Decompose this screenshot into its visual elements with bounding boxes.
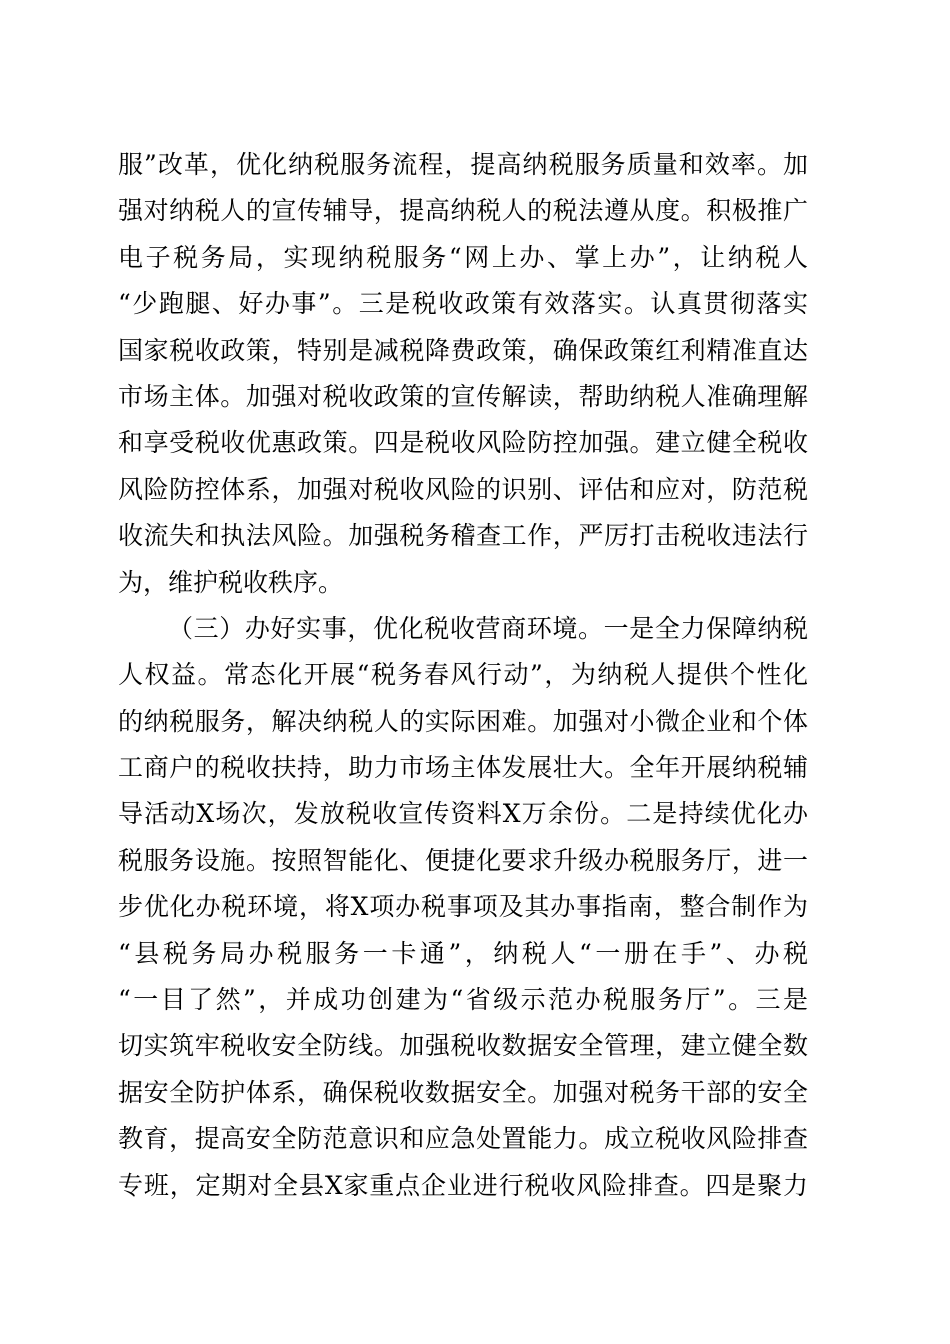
text-line: 教育，提高安全防范意识和应急处置能力。成立税收风险排查 bbox=[118, 1124, 808, 1154]
text-line: 市场主体。加强对税收政策的宣传解读，帮助纳税人准确理解 bbox=[118, 381, 808, 411]
text-line: 工商户的税收扶持，助力市场主体发展壮大。全年开展纳税辅 bbox=[118, 753, 808, 783]
text-line: 服”改革，优化纳税服务流程，提高纳税服务质量和效率。加 bbox=[118, 150, 808, 179]
document-body bbox=[118, 142, 808, 1209]
paragraph-1 bbox=[118, 142, 808, 606]
text-line: 和享受税收优惠政策。四是税收风险防控加强。建立健全税收 bbox=[118, 428, 808, 458]
text-line: 税服务设施。按照智能化、便捷化要求升级办税服务厅，进一 bbox=[118, 845, 808, 875]
text-line: 国家税收政策，特别是减税降费政策，确保政策红利精准直达 bbox=[118, 335, 808, 365]
text-line: 切实筑牢税收安全防线。加强税收数据安全管理，建立健全数 bbox=[118, 1031, 808, 1061]
text-line: 人权益。常态化开展“税务春风行动”，为纳税人提供个性化 bbox=[118, 660, 808, 690]
text-line: 步优化办税环境，将X项办税事项及其办事指南，整合制作为 bbox=[118, 892, 808, 922]
text-line: “县税务局办税服务一卡通”，纳税人“一册在手”、办税 bbox=[118, 938, 808, 968]
text-line: 专班，定期对全县X家重点企业进行税收风险排查。四是聚力 bbox=[118, 1170, 808, 1200]
text-line: “少跑腿、好办事”。三是税收政策有效落实。认真贯彻落实 bbox=[118, 289, 808, 319]
text-line: （三）办好实事，优化税收营商环境。一是全力保障纳税 bbox=[168, 613, 808, 643]
text-line: 强对纳税人的宣传辅导，提高纳税人的税法遵从度。积极推广 bbox=[118, 196, 808, 226]
text-line: 的纳税服务，解决纳税人的实际困难。加强对小微企业和个体 bbox=[118, 706, 808, 736]
text-line: “一目了然”，并成功创建为“省级示范办税服务厅”。三是 bbox=[118, 985, 808, 1015]
text-line: 风险防控体系，加强对税收风险的识别、评估和应对，防范税 bbox=[118, 474, 808, 504]
text-line: 导活动X场次，发放税收宣传资料X万余份。二是持续优化办 bbox=[118, 799, 808, 829]
text-line: 为，维护税收秩序。 bbox=[118, 567, 344, 597]
text-line: 据安全防护体系，确保税收数据安全。加强对税务干部的安全 bbox=[118, 1077, 808, 1107]
text-line: 收流失和执法风险。加强税务稽查工作，严厉打击税收违法行 bbox=[118, 521, 808, 551]
text-line: 电子税务局，实现纳税服务“网上办、掌上办”，让纳税人 bbox=[118, 242, 808, 272]
paragraph-2 bbox=[118, 606, 808, 1209]
